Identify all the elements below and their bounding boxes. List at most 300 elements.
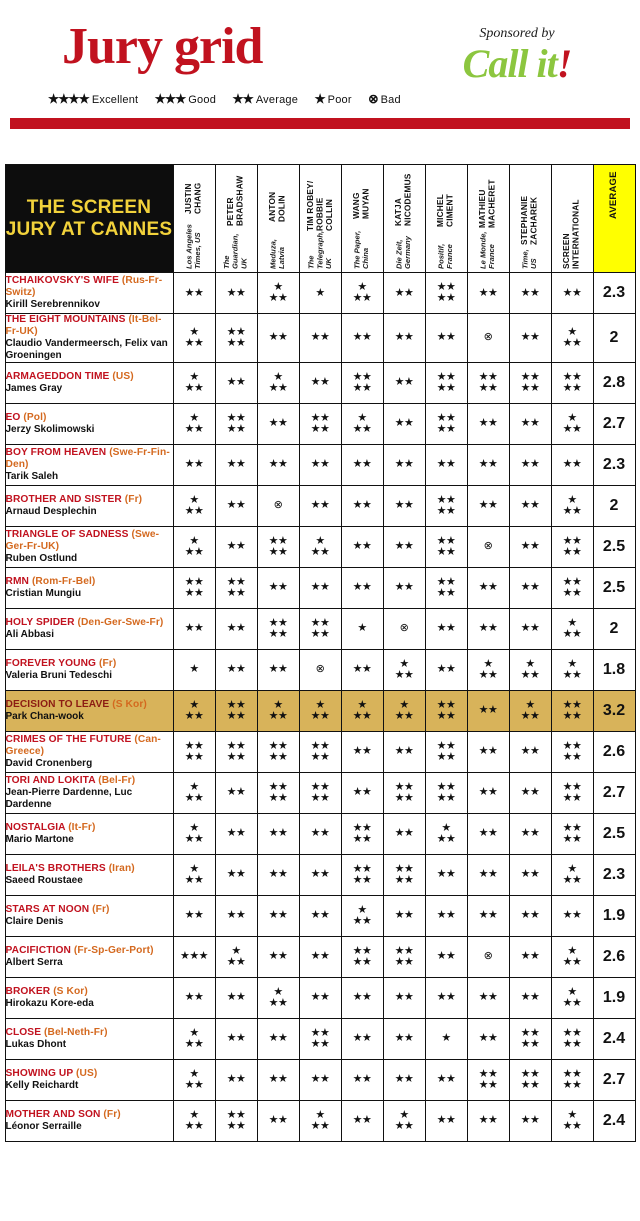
rating-stars: ★★: [394, 668, 414, 681]
rating-stars: ★★: [226, 325, 246, 338]
rating-stars: ★: [189, 1026, 199, 1039]
table-row: [5, 936, 635, 977]
rating-cell: [257, 444, 299, 485]
film-origin: (Pol): [23, 411, 47, 423]
average-score: 2.5: [593, 526, 635, 567]
rating-cell: [215, 731, 257, 772]
rating-cell: [257, 1059, 299, 1100]
critic-publication: The Paper, China: [352, 230, 371, 269]
average-score: 2.7: [593, 772, 635, 813]
legend-symbol: ★★★★: [48, 91, 89, 106]
rating-cell: [551, 936, 593, 977]
critic-column-header: [215, 165, 257, 273]
rating-stars: ★★: [562, 739, 582, 752]
critic-name: JUSTIN CHANG: [183, 181, 203, 214]
rating-cell: [551, 273, 593, 314]
rating-cell: [173, 1100, 215, 1141]
divider-rule: [10, 118, 630, 129]
rating-stars: ★★: [352, 422, 372, 435]
rating-cell: [509, 1059, 551, 1100]
rating-stars: ★★: [310, 739, 330, 752]
film-cell: [5, 854, 173, 895]
film-cell: [5, 362, 173, 403]
rating-stars: ★★: [352, 873, 372, 886]
rating-stars: ★★: [436, 1114, 456, 1127]
rating-stars: ★★: [226, 750, 246, 763]
average-score: 2.6: [593, 731, 635, 772]
rating-cell: [215, 1059, 257, 1100]
rating-stars: ★★: [184, 832, 204, 845]
rating-cell: [299, 649, 341, 690]
rating-stars: ★★: [184, 991, 204, 1004]
rating-stars: ★: [315, 1108, 325, 1121]
rating-cell: [383, 1100, 425, 1141]
rating-stars: ★: [189, 411, 199, 424]
rating-stars: ★★: [436, 791, 456, 804]
rating-cell: [509, 526, 551, 567]
rating-cell: [299, 608, 341, 649]
film-origin: (Fr): [98, 657, 117, 669]
table-row: [5, 1100, 635, 1141]
rating-cell: [257, 1100, 299, 1141]
rating-stars: ★★: [394, 286, 414, 299]
film-cell: [5, 1018, 173, 1059]
rating-stars: ★: [189, 534, 199, 547]
rating-cell: [173, 895, 215, 936]
rating-stars: ★★: [478, 745, 498, 758]
rating-stars: ★★: [478, 786, 498, 799]
rating-cell: [425, 526, 467, 567]
rating-cell: [551, 608, 593, 649]
rating-stars: ★: [357, 698, 367, 711]
film-cell: [5, 403, 173, 444]
rating-stars: ★★: [352, 832, 372, 845]
rating-cell: [425, 772, 467, 813]
rating-stars: ★★: [226, 336, 246, 349]
critic-column-header: [341, 165, 383, 273]
rating-stars: ★★: [352, 862, 372, 875]
rating-stars: ★★: [562, 545, 582, 558]
rating-stars: ★★: [478, 668, 498, 681]
rating-stars: ★★: [268, 1114, 288, 1127]
rating-cell: [341, 690, 383, 731]
rating-stars: ★★: [268, 868, 288, 881]
rating-cell: [509, 403, 551, 444]
rating-stars: ★★: [352, 370, 372, 383]
rating-cell: [551, 731, 593, 772]
rating-cell: [299, 1059, 341, 1100]
rating-stars: ★★: [352, 581, 372, 594]
rating-stars: ★★: [226, 1073, 246, 1086]
rating-stars: ★★: [352, 914, 372, 927]
rating-stars: ★★: [520, 868, 540, 881]
rating-cell: [425, 813, 467, 854]
rating-stars: ★★: [436, 504, 456, 517]
rating-cell: [257, 731, 299, 772]
critic-publication: Le Monde, France: [478, 230, 497, 269]
table-row: [5, 690, 635, 731]
rating-cell: [509, 854, 551, 895]
rating-stars: ★★: [184, 1078, 204, 1091]
rating-stars: ★★: [226, 955, 246, 968]
rating-stars: ★★: [310, 376, 330, 389]
rating-cell: [341, 731, 383, 772]
rating-cell: [341, 1018, 383, 1059]
rating-stars: ★★: [520, 370, 540, 383]
rating-stars: ★: [567, 411, 577, 424]
rating-stars: ★★: [520, 458, 540, 471]
rating-cell: [215, 314, 257, 363]
rating-stars: ⊗: [273, 499, 283, 512]
rating-stars: ★: [357, 903, 367, 916]
rating-stars: ★: [189, 1108, 199, 1121]
rating-stars: ★★: [226, 709, 246, 722]
film-cell: [5, 273, 173, 314]
critic-name: WANG MUYAN: [351, 188, 371, 219]
rating-stars: ★★: [226, 827, 246, 840]
rating-stars: ★★: [562, 821, 582, 834]
rating-stars: ★★: [268, 381, 288, 394]
rating-stars: ★★: [310, 780, 330, 793]
film-director: Jean-Pierre Dardenne, Luc Dardenne: [5, 786, 133, 810]
rating-cell: [467, 567, 509, 608]
rating-stars: ★★: [268, 750, 288, 763]
rating-cell: [299, 690, 341, 731]
table-row: [5, 273, 635, 314]
rating-cell: [299, 362, 341, 403]
rating-stars: ★★: [184, 545, 204, 558]
table-row: [5, 895, 635, 936]
rating-stars: ★★: [310, 422, 330, 435]
rating-cell: [257, 362, 299, 403]
film-cell: [5, 314, 173, 363]
rating-stars: ★★: [310, 991, 330, 1004]
rating-stars: ★★: [436, 832, 456, 845]
table-row: [5, 403, 635, 444]
rating-cell: [215, 895, 257, 936]
film-title: MOTHER AND SON (Fr): [5, 1108, 121, 1120]
rating-cell: [173, 1059, 215, 1100]
rating-stars: ★: [273, 698, 283, 711]
rating-stars: ★★: [226, 540, 246, 553]
rating-stars: ⊗: [483, 950, 493, 963]
rating-stars: ★: [189, 493, 199, 506]
film-director: Ruben Ostlund: [5, 552, 78, 564]
rating-stars: ★★: [268, 292, 288, 304]
average-score: 3.2: [593, 690, 635, 731]
rating-stars: ★★: [352, 540, 372, 553]
rating-stars: ⊗: [315, 663, 325, 676]
film-title: TCHAIKOVSKY'S WIFE (Rus-Fr-Switz): [5, 275, 163, 299]
film-cell: [5, 608, 173, 649]
film-origin: (Den-Ger-Swe-Fr): [77, 616, 164, 628]
rating-stars: ★★: [184, 909, 204, 922]
rating-cell: [425, 444, 467, 485]
rating-cell: [383, 314, 425, 363]
rating-cell: [467, 485, 509, 526]
rating-cell: [509, 485, 551, 526]
film-director: Albert Serra: [5, 956, 63, 968]
rating-stars: ★★: [562, 1026, 582, 1039]
rating-cell: [215, 1100, 257, 1141]
critic-name: MICHEL CIMENT: [435, 193, 455, 227]
rating-stars: ★★: [520, 1026, 540, 1039]
rating-stars: ★★: [226, 663, 246, 676]
film-cell: [5, 936, 173, 977]
rating-stars: ★: [567, 325, 577, 338]
rating-stars: ★★: [394, 458, 414, 471]
critic-name: KATJA NICODEMUS: [393, 173, 413, 226]
rating-cell: [173, 1018, 215, 1059]
rating-stars: ★★: [352, 458, 372, 471]
rating-stars: ★★: [226, 909, 246, 922]
rating-stars: ★: [399, 698, 409, 711]
table-header-row: [5, 165, 635, 273]
rating-stars: ★★: [436, 381, 456, 394]
film-title: NOSTALGIA (It-Fr): [5, 821, 96, 833]
rating-stars: ★★: [184, 873, 204, 886]
rating-stars: ★★: [394, 331, 414, 344]
rating-cell: [299, 567, 341, 608]
rating-stars: ★★: [562, 1078, 582, 1091]
grid-corner-title-text: THE SCREEN JURY AT CANNES: [5, 197, 173, 240]
rating-cell: [173, 977, 215, 1018]
rating-stars: ★: [525, 657, 535, 670]
rating-stars: ★★: [226, 991, 246, 1004]
rating-stars: ★★: [268, 1073, 288, 1086]
rating-cell: [383, 854, 425, 895]
rating-stars: ★★: [562, 1037, 582, 1050]
rating-cell: [509, 936, 551, 977]
legend-symbol: ★: [314, 91, 325, 106]
film-director: Hirokazu Kore-eda: [5, 997, 94, 1009]
rating-cell: [341, 362, 383, 403]
rating-cell: [551, 854, 593, 895]
rating-cell: [215, 526, 257, 567]
rating-cell: [257, 608, 299, 649]
rating-cell: [173, 772, 215, 813]
rating-stars: ★: [483, 657, 493, 670]
critic-publication: Positif, France: [436, 243, 455, 269]
rating-cell: [425, 731, 467, 772]
rating-cell: [383, 813, 425, 854]
rating-stars: ★★: [520, 1078, 540, 1091]
rating-stars: ★★: [268, 739, 288, 752]
film-title: BROKER (S Kor): [5, 985, 88, 997]
film-cell: [5, 731, 173, 772]
rating-stars: ★★: [226, 411, 246, 424]
critic-publication: Time, US: [520, 248, 539, 269]
film-cell: [5, 1100, 173, 1141]
rating-stars: ★★: [352, 709, 372, 722]
rating-cell: [341, 314, 383, 363]
rating-cell: [257, 403, 299, 444]
rating-cell: [467, 1059, 509, 1100]
film-title: EO (Pol): [5, 411, 47, 423]
rating-cell: [425, 1100, 467, 1141]
rating-cell: [383, 936, 425, 977]
rating-stars: ★★: [310, 458, 330, 471]
film-title: STARS AT NOON (Fr): [5, 903, 110, 915]
rating-stars: ★★: [520, 950, 540, 963]
rating-cell: [257, 526, 299, 567]
rating-cell: [341, 526, 383, 567]
rating-stars: ★: [567, 616, 577, 629]
critic-name: SCREEN INTERNATIONAL: [561, 198, 581, 269]
average-score: 2.5: [593, 567, 635, 608]
rating-stars: ★★: [562, 422, 582, 435]
rating-cell: [173, 813, 215, 854]
rating-cell: [299, 526, 341, 567]
rating-stars: ★: [189, 663, 199, 676]
rating-cell: [215, 403, 257, 444]
rating-stars: ★★: [352, 1073, 372, 1086]
rating-cell: [215, 567, 257, 608]
rating-stars: ★★: [478, 1032, 498, 1045]
rating-cell: [215, 772, 257, 813]
table-row: [5, 526, 635, 567]
rating-stars: ★★: [352, 821, 372, 834]
film-title: BROTHER AND SISTER (Fr): [5, 493, 143, 505]
rating-cell: [173, 567, 215, 608]
average-score: 1.9: [593, 977, 635, 1018]
film-origin: (Can-Greece): [5, 733, 161, 757]
rating-cell: [383, 362, 425, 403]
average-score: 2: [593, 485, 635, 526]
film-title: BOY FROM HEAVEN (Swe-Fr-Fin-Den): [5, 446, 170, 470]
critic-column-header: [383, 165, 425, 273]
rating-stars: ★★: [520, 991, 540, 1004]
average-score: 2.4: [593, 1100, 635, 1141]
rating-cell: [341, 649, 383, 690]
rating-cell: [551, 444, 593, 485]
rating-stars: ★: [189, 862, 199, 875]
film-title: ARMAGEDDON TIME (US): [5, 370, 134, 382]
rating-stars: ★★: [520, 286, 540, 299]
rating-stars: ★: [189, 370, 199, 383]
rating-stars: ★★: [310, 950, 330, 963]
rating-stars: ★★: [562, 909, 582, 922]
rating-cell: [509, 649, 551, 690]
rating-stars: ★: [567, 493, 577, 506]
rating-cell: [257, 813, 299, 854]
rating-stars: ★★: [520, 827, 540, 840]
film-title: CLOSE (Bel-Neth-Fr): [5, 1026, 108, 1038]
rating-stars: ★★: [394, 862, 414, 875]
rating-stars: ★★: [184, 622, 204, 635]
rating-cell: [509, 444, 551, 485]
film-title: RMN (Rom-Fr-Bel): [5, 575, 96, 587]
rating-stars: ★: [315, 698, 325, 711]
rating-stars: ★★: [394, 581, 414, 594]
rating-stars: ★★: [394, 909, 414, 922]
rating-stars: ★★: [562, 1119, 582, 1132]
rating-stars: ★★: [562, 873, 582, 886]
rating-cell: [299, 813, 341, 854]
rating-stars: ⊗: [483, 331, 493, 344]
rating-stars: ★★: [268, 534, 288, 547]
table-row: [5, 567, 635, 608]
sponsor-logo: [412, 41, 622, 86]
rating-cell: [509, 1018, 551, 1059]
rating-cell: [383, 1018, 425, 1059]
rating-stars: ★★: [226, 422, 246, 435]
critic-column-header: [173, 165, 215, 273]
critic-column-header: [551, 165, 593, 273]
rating-cell: [173, 690, 215, 731]
rating-stars: ★★: [268, 663, 288, 676]
rating-stars: ★★: [226, 786, 246, 799]
rating-legend: [10, 91, 630, 106]
film-origin: (Fr): [124, 493, 143, 505]
rating-cell: [215, 273, 257, 314]
legend-item-excellent: [48, 91, 138, 106]
rating-stars: ★★★: [179, 950, 209, 963]
jury-grid-table: [5, 164, 636, 1142]
rating-cell: [173, 403, 215, 444]
rating-stars: ★★: [520, 540, 540, 553]
film-origin: (It-Bel-Fr-UK): [5, 314, 162, 338]
rating-stars: ★★: [520, 622, 540, 635]
critic-publication: Die Zeit, Germany: [394, 235, 413, 269]
rating-cell: [551, 1100, 593, 1141]
film-title: LEILA'S BROTHERS (Iran): [5, 862, 135, 874]
sponsor-block: [412, 26, 622, 84]
rating-cell: [383, 273, 425, 314]
rating-stars: ★: [189, 1067, 199, 1080]
rating-stars: ★★: [394, 827, 414, 840]
film-origin: (Rom-Fr-Bel): [31, 575, 96, 587]
critic-column-header: [467, 165, 509, 273]
rating-stars: ★★: [436, 586, 456, 599]
legend-item-average: [232, 91, 298, 106]
rating-stars: ★★: [562, 627, 582, 640]
rating-cell: [215, 936, 257, 977]
rating-stars: ★★: [352, 292, 372, 304]
rating-stars: ★★: [184, 739, 204, 752]
rating-cell: [299, 1100, 341, 1141]
rating-stars: ★★: [184, 709, 204, 722]
rating-stars: ★★: [184, 575, 204, 588]
rating-cell: [551, 690, 593, 731]
critic-name: MATHIEU MACHERET: [477, 178, 497, 228]
rating-stars: ★★: [436, 663, 456, 676]
rating-stars: ★★: [268, 1032, 288, 1045]
rating-cell: [299, 731, 341, 772]
rating-stars: ★★: [478, 417, 498, 430]
rating-stars: ★: [357, 281, 367, 293]
rating-stars: ★★: [436, 534, 456, 547]
rating-stars: ★★: [394, 955, 414, 968]
rating-cell: [425, 314, 467, 363]
rating-stars: ★: [525, 698, 535, 711]
film-origin: (Bel-Neth-Fr): [44, 1026, 108, 1038]
table-row: [5, 649, 635, 690]
critic-column-header: [425, 165, 467, 273]
film-origin: (Fr): [92, 903, 110, 915]
film-director: Kelly Reichardt: [5, 1079, 79, 1091]
rating-cell: [509, 608, 551, 649]
rating-stars: ★★: [394, 1119, 414, 1132]
critic-publication: The Telegraph, UK: [306, 230, 333, 269]
film-director: Saeed Roustaee: [5, 874, 83, 886]
critic-column-header: [299, 165, 341, 273]
rating-cell: [173, 649, 215, 690]
rating-stars: ★★: [562, 750, 582, 763]
rating-stars: ★★: [478, 909, 498, 922]
rating-cell: [257, 977, 299, 1018]
sponsor-exclamation: !: [556, 41, 572, 86]
